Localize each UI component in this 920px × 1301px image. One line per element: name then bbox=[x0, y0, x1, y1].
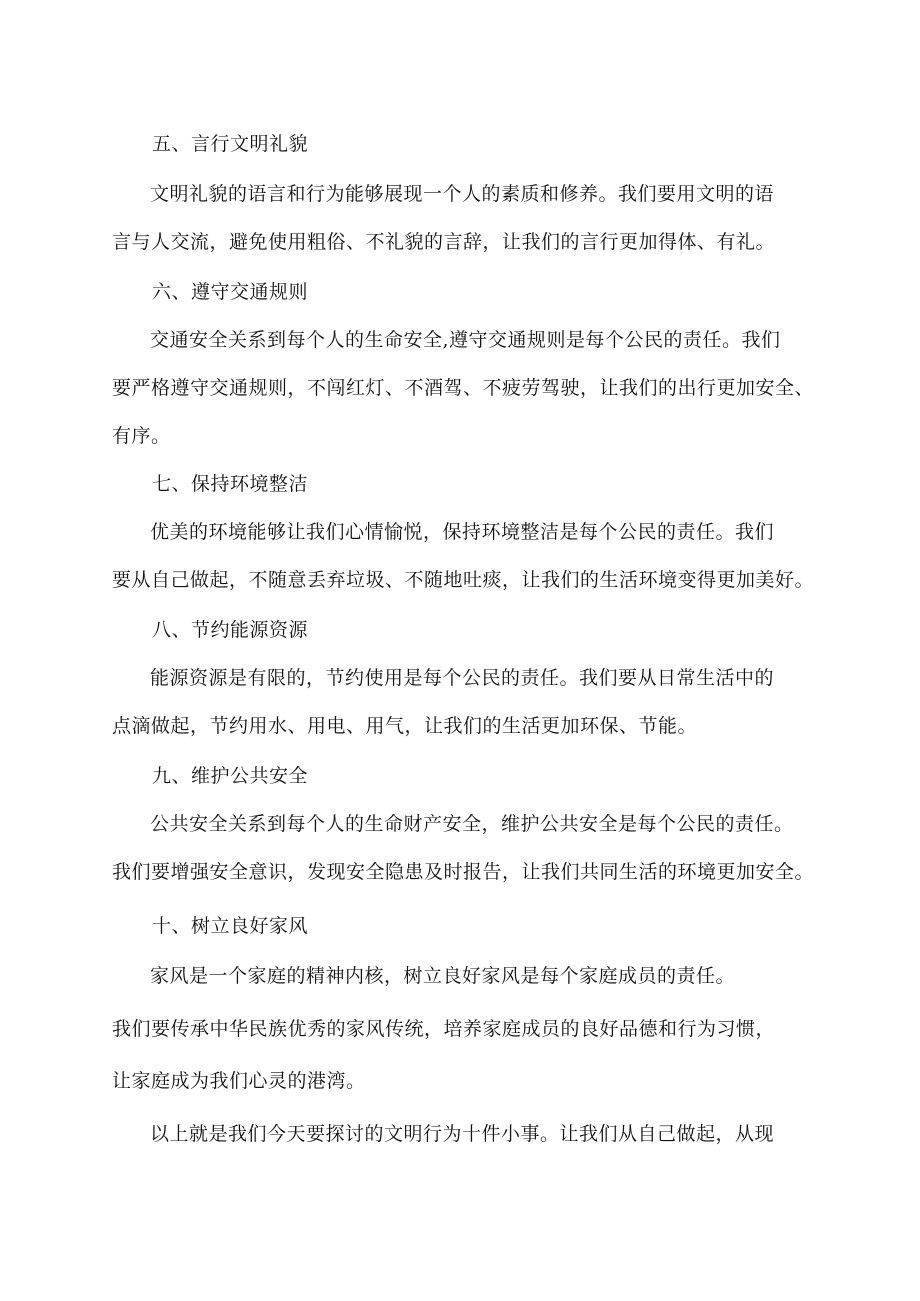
paragraph-line: 言与人交流，避免使用粗俗、不礼貌的言辞，让我们的言行更加得体、有礼。 bbox=[112, 231, 776, 253]
paragraph-line: 有序。 bbox=[112, 425, 171, 447]
section-heading: 八、节约能源资源 bbox=[152, 619, 309, 641]
paragraph-line: 要严格遵守交通规则，不闯红灯、不酒驾、不疲劳驾驶，让我们的出行更加安全、 bbox=[112, 377, 815, 399]
paragraph-line: 点滴做起，节约用水、用电、用气，让我们的生活更加环保、节能。 bbox=[112, 715, 698, 737]
section-heading: 六、遵守交通规则 bbox=[152, 281, 309, 303]
paragraph-line: 能源资源是有限的，节约使用是每个公民的责任。我们要从日常生活中的 bbox=[150, 667, 775, 689]
paragraph-line: 公共安全关系到每个人的生命财产安全，维护公共安全是每个公民的责任。 bbox=[150, 813, 794, 835]
paragraph-line: 家风是一个家庭的精神内核，树立良好家风是每个家庭成员的责任。 bbox=[150, 965, 736, 987]
paragraph-line: 优美的环境能够让我们心情愉悦，保持环境整洁是每个公民的责任。我们 bbox=[150, 521, 775, 543]
paragraph-line: 要从自己做起，不随意丢弃垃圾、不随地吐痰，让我们的生活环境变得更加美好。 bbox=[112, 569, 815, 591]
paragraph-line: 文明礼貌的语言和行为能够展现一个人的素质和修养。我们要用文明的语 bbox=[150, 183, 775, 205]
paragraph-line: 我们要增强安全意识，发现安全隐患及时报告，让我们共同生活的环境更加安全。 bbox=[112, 861, 815, 883]
section-heading: 九、维护公共安全 bbox=[152, 765, 309, 787]
section-heading: 五、言行文明礼貌 bbox=[152, 133, 309, 155]
paragraph-line: 交通安全关系到每个人的生命安全,遵守交通规则是每个公民的责任。我们 bbox=[150, 329, 781, 351]
closing-paragraph-line: 以上就是我们今天要探讨的文明行为十件小事。让我们从自己做起，从现 bbox=[150, 1123, 775, 1145]
section-heading: 十、树立良好家风 bbox=[152, 915, 309, 937]
section-heading: 七、保持环境整洁 bbox=[152, 473, 309, 495]
paragraph-line: 让家庭成为我们心灵的港湾。 bbox=[112, 1070, 366, 1092]
paragraph-line: 我们要传承中华民族优秀的家风传统，培养家庭成员的良好品德和行为习惯， bbox=[112, 1018, 776, 1040]
